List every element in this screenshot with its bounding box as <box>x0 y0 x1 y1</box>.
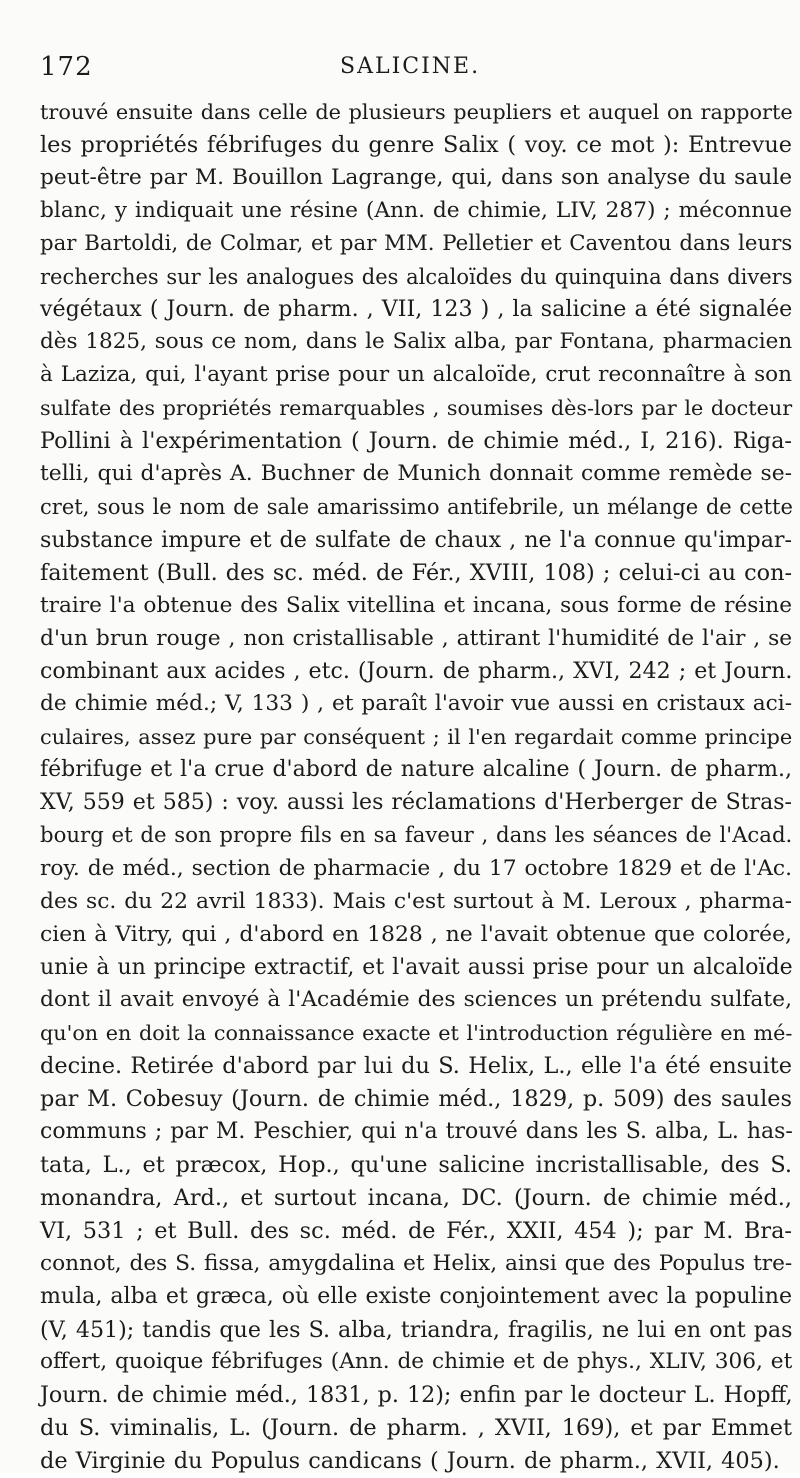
text-line: Journ. de chimie méd., 1831, p. 12); enfin par le docteur L. Hopff, <box>40 1382 793 1409</box>
text-line: traire l'a obtenue des Salix vitellina et incana, sous forme de résine <box>40 592 792 618</box>
text-line: tata, L., et præcox, Hop., qu'une salicine incristallisable, des S. <box>40 1152 792 1178</box>
text-line: monandra, Ard., et surtout incana, DC. (Journ. de chimie méd., <box>40 1184 792 1211</box>
text-line: VI, 531 ; et Bull. des sc. méd. de Fér., XXII, 454 ); par M. Bra- <box>40 1217 792 1244</box>
text-line: culaires, assez pure par conséquent ; il l'en regardait comme principe <box>40 725 793 750</box>
text-line: cret, sous le nom de sale amarissimo antifebrile, un mélange de cette <box>40 493 793 519</box>
text-line: dont il avait envoyé à l'Académie des sciences un prétendu sulfate, <box>40 987 792 1013</box>
text-line: cien à Vitry, qui , d'abord en 1828 , ne l'avait obtenue que colorée, <box>40 921 792 947</box>
text-line: roy. de méd., section de pharmacie , du 17 octobre 1829 et de l'Ac. <box>40 855 792 881</box>
text-line: (V, 451); tandis que les S. alba, triandra, fragilis, ne lui en ont pas <box>40 1316 793 1343</box>
text-line: végétaux ( Journ. de pharm. , VII, 123 ) , la salicine a été signalée <box>40 296 793 323</box>
running-title: SALICINE. <box>340 54 481 79</box>
text-line: faitement (Bull. des sc. méd. de Fér., XVIII, 108) ; celui-ci au con- <box>40 559 792 586</box>
text-line: à Laziza, qui, l'ayant prise pour un alcaloïde, crut reconnaître à son <box>40 362 792 388</box>
text-line: blanc, y indiquait une résine (Ann. de chimie, LIV, 287) ; méconnue <box>40 197 793 223</box>
text-line: substance impure et de sulfate de chaux , ne l'a connue qu'impar- <box>40 526 792 553</box>
text-line: unie à un principe extractif, et l'avait aussi prise pour un alcaloïde <box>40 954 793 980</box>
text-line: dès 1825, sous ce nom, dans le Salix alba, par Fontana, pharmacien <box>40 329 793 355</box>
text-line: XV, 559 et 585) : voy. aussi les réclamations d'Herberger de Stras- <box>40 790 792 816</box>
text-line: communs ; par M. Peschier, qui n'a trouvé dans les S. alba, L. has- <box>40 1119 793 1145</box>
running-head <box>40 52 792 92</box>
text-line: mula, alba et græca, où elle existe conjointement avec la populine <box>40 1283 792 1309</box>
text-line: offert, quoique fébrifuges (Ann. de chimie et de phys., XLIV, 306, et <box>40 1349 793 1375</box>
text-line: telli, qui d'après A. Buchner de Munich donnait comme remède se- <box>40 460 792 486</box>
text-line: trouvé ensuite dans celle de plusieurs peupliers et auquel on rapporte <box>40 100 793 124</box>
body-paragraph <box>40 96 792 1478</box>
text-line: par Bartoldi, de Colmar, et par MM. Pelletier et Caventou dans leurs <box>40 230 793 256</box>
text-line: bourg et de son propre fils en sa faveur , dans les séances de l'Acad. <box>40 822 793 848</box>
text-line: fébrifuge et l'a crue d'abord de nature alcaline ( Journ. de pharm., <box>40 757 792 783</box>
text-line: de Virginie du Populus candicans ( Journ. de pharm., XVII, 405). <box>40 1448 780 1475</box>
text-line: d'un brun rouge , non cristallisable , attirant l'humidité de l'air , se <box>40 625 793 651</box>
text-line: decine. Retirée d'abord par lui du S. Helix, L., elle l'a été ensuite <box>40 1053 792 1080</box>
text-line: par M. Cobesuy (Journ. de chimie méd., 1829, p. 509) des saules <box>40 1086 792 1113</box>
text-line: des sc. du 22 avril 1833). Mais c'est surtout à M. Leroux , pharma- <box>40 888 792 914</box>
text-line: de chimie méd.; V, 133 ) , et paraît l'avoir vue aussi en cristaux aci- <box>40 691 793 717</box>
text-line: peut-être par M. Bouillon Lagrange, qui, dans son analyse du saule <box>40 164 793 190</box>
text-line: combinant aux acides , etc. (Journ. de pharm., XVI, 242 ; et Journ. <box>40 658 793 685</box>
text-line: du S. viminalis, L. (Journ. de pharm. , XVII, 169), et par Emmet <box>40 1415 792 1442</box>
text-line: recherches sur les analogues des alcaloïdes du quinquina dans divers <box>40 264 793 289</box>
text-line: les propriétés fébrifuges du genre Salix ( voy. ce mot ): Entrevue <box>40 131 792 158</box>
page-number: 172 <box>40 52 93 82</box>
text-line: qu'on en doit la connaissance exacte et l'introduction régulière en mé- <box>40 1021 793 1046</box>
text-line: Pollini à l'expérimentation ( Journ. de chimie méd., I, 216). Riga- <box>40 428 792 455</box>
text-line: connot, des S. fissa, amygdalina et Helix, ainsi que des Populus tre- <box>40 1250 793 1276</box>
text-line: sulfate des propriétés remarquables , soumises dès-lors par le docteur <box>40 396 793 421</box>
